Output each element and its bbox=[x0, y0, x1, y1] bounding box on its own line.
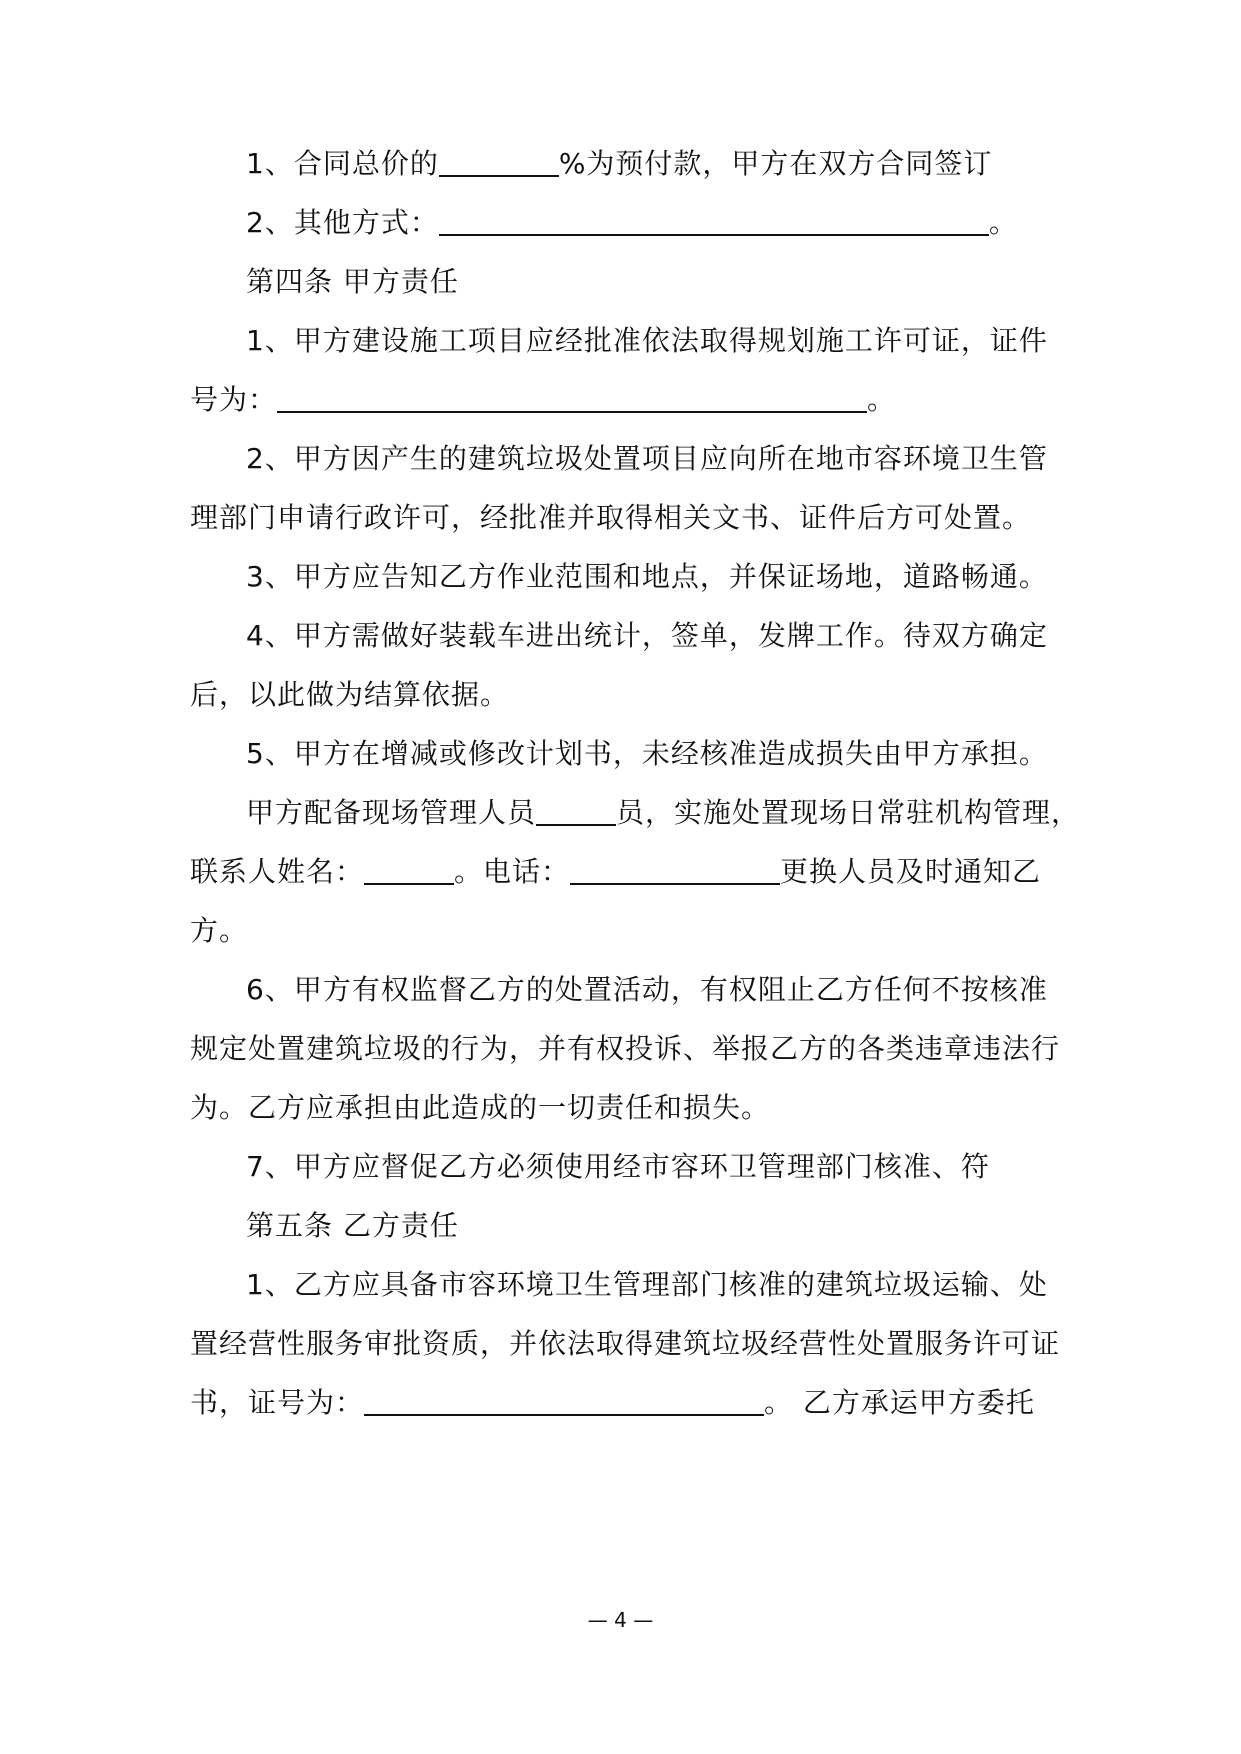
paragraph-line: 后，以此做为结算依据。 bbox=[190, 678, 510, 711]
paragraph-line: 1、甲方建设施工项目应经批准依法取得规划施工许可证，证件 bbox=[246, 324, 1048, 357]
section-heading: 第五条 乙方责任 bbox=[246, 1209, 459, 1242]
line-text: 。电话： bbox=[454, 855, 571, 888]
page-number: — 4 — bbox=[587, 1608, 654, 1632]
paragraph-line: 方。 bbox=[190, 914, 249, 947]
paragraph-line: 理部门申请行政许可，经批准并取得相关文书、证件后方可处置。 bbox=[190, 501, 1032, 534]
paragraph-line: 3、甲方应告知乙方作业范围和地点，并保证场地，道路畅通。 bbox=[246, 560, 1048, 593]
paragraph-line: 5、甲方在增减或修改计划书，未经核准造成损失由甲方承担。 bbox=[246, 737, 1048, 770]
line-text: 更换人员及时通知乙 bbox=[780, 855, 1042, 888]
line-text: 甲方配备现场管理人员 bbox=[246, 796, 537, 829]
paragraph-line: 规定处置建筑垃圾的行为，并有权投诉、举报乙方的各类违章违法行 bbox=[190, 1032, 1061, 1065]
paragraph-line: 置经营性服务审批资质，并依法取得建筑垃圾经营性处置服务许可证 bbox=[190, 1327, 1061, 1360]
paragraph-line bbox=[246, 144, 1116, 184]
line-text: 号为： bbox=[190, 383, 278, 416]
line-text: 员，实施处置现场日常驻机构管理， bbox=[616, 796, 1081, 829]
line-text: 1、合同总价的 bbox=[246, 147, 439, 180]
paragraph-line bbox=[190, 852, 1060, 892]
paragraph-line bbox=[246, 793, 1116, 833]
line-text: 。 bbox=[867, 383, 897, 416]
fill-blank bbox=[364, 1386, 764, 1416]
paragraph-line: 6、甲方有权监督乙方的处置活动，有权阻止乙方任何不按核准 bbox=[246, 973, 1048, 1006]
line-text: %为预付款，甲方在双方合同签订 bbox=[558, 147, 993, 180]
line-text: 书，证号为： bbox=[190, 1386, 365, 1419]
paragraph-line: 为。乙方应承担由此造成的一切责任和损失。 bbox=[190, 1091, 771, 1124]
paragraph-line: 1、乙方应具备市容环境卫生管理部门核准的建筑垃圾运输、处 bbox=[246, 1268, 1048, 1301]
paragraph-line bbox=[190, 1383, 1060, 1423]
fill-blank bbox=[439, 147, 559, 177]
line-text: 。 bbox=[988, 206, 1018, 239]
fill-blank bbox=[536, 796, 616, 826]
fill-blank bbox=[570, 855, 780, 885]
paragraph-line bbox=[246, 203, 1116, 243]
paragraph-line bbox=[190, 380, 1060, 420]
section-heading: 第四条 甲方责任 bbox=[246, 265, 459, 298]
line-text: 联系人姓名： bbox=[190, 855, 365, 888]
paragraph-line: 2、甲方因产生的建筑垃圾处置项目应向所在地市容环境卫生管 bbox=[246, 442, 1048, 475]
fill-blank bbox=[277, 383, 867, 413]
line-text: 2、其他方式： bbox=[246, 206, 439, 239]
paragraph-line: 7、甲方应督促乙方必须使用经市容环卫管理部门核准、符 bbox=[246, 1150, 990, 1183]
fill-blank bbox=[439, 206, 989, 236]
paragraph-line: 4、甲方需做好装载车进出统计，签单，发牌工作。待双方确定 bbox=[246, 619, 1048, 652]
line-text: 。 乙方承运甲方委托 bbox=[764, 1386, 1035, 1419]
fill-blank bbox=[364, 855, 454, 885]
